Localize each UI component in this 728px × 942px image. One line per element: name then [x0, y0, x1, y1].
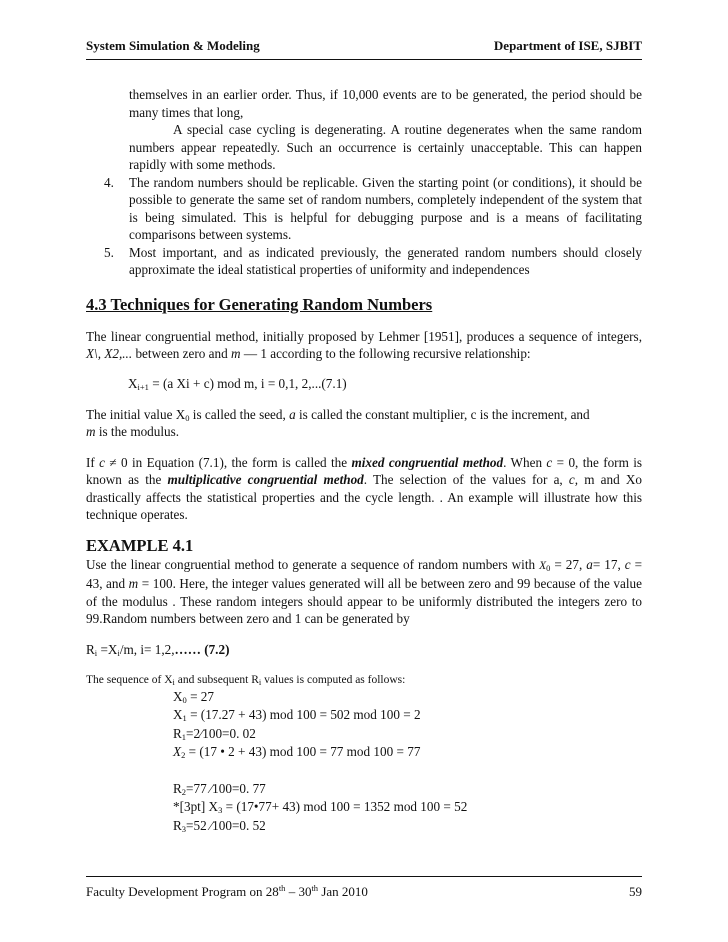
section-heading: 4.3 Techniques for Generating Random Numbers [86, 294, 433, 314]
subscript: i [172, 676, 175, 687]
subscript: i [117, 647, 120, 658]
list-item-text: The random numbers should be replicable. Given the starting point (or conditions), it should be possible to generate the same set of random numbers, completely independent of the system that is being simulated. This is helpful for debugging purpose and is a means of facilitating comparisons between systems. [129, 174, 642, 242]
list-item [86, 174, 642, 244]
text-run: m and Xo drastically affects the statistical properties and the cycle length. . An example will illustrate how this technique operates. [86, 472, 642, 522]
text-run: c, [568, 472, 579, 487]
list-item-number: 5. [104, 244, 114, 260]
example-heading: EXAMPLE 4.1 [86, 535, 194, 555]
text-run: and subsequent R [174, 673, 259, 686]
text-run: is called the constant multiplier, c is the increment, and [295, 406, 590, 422]
equation-7-2 [86, 641, 642, 659]
text-run: ≠ 0 in Equation (7.1), the form is called the [105, 454, 352, 470]
subscript: 3 [218, 805, 223, 815]
text-run: — 1 according to the following recursive relationship: [240, 346, 531, 361]
sequence-intro [86, 672, 642, 688]
text-run: m [128, 576, 139, 591]
text-run: Jan 2010 [318, 884, 368, 899]
text-run: =77 ⁄100=0. 77 [186, 780, 266, 796]
text-run: c [99, 454, 106, 470]
calc-line [173, 688, 642, 707]
section-paragraph-1 [86, 328, 642, 363]
page-body [86, 86, 642, 835]
calc-line [173, 817, 642, 836]
text-run: …… (7.2) [174, 641, 230, 657]
equation-7-1 [128, 375, 642, 393]
text-run: a [289, 406, 296, 422]
text-run: The linear congruential method, initially proposed by Lehmer [1951], produces a sequence of integers, [86, 328, 642, 344]
calculation-block [173, 688, 642, 836]
continuation-paragraph-2: A special case cycling is degenerating. A routine degenerates when the same random numbers appear repeatedly. Such an occurrence is certainly unacceptable. This can happen rapidly with some methods. [129, 122, 642, 172]
text-run: . When [503, 454, 547, 470]
header-rule [86, 59, 642, 60]
text-run: is called the seed, [189, 406, 290, 422]
text-run: between zero and [132, 346, 232, 361]
text-run: X [173, 688, 183, 704]
text-run: – 30 [285, 884, 312, 899]
text-run: . The selection of the values for a, [363, 472, 569, 487]
text-run: =2⁄100=0. 02 [186, 725, 256, 741]
continuation-paragraph-1: themselves in an earlier order. Thus, if 10,000 events are to be generated, the period should be many times that long, [129, 87, 642, 120]
text-run: = 27, [550, 556, 587, 572]
text-run: R [173, 780, 182, 796]
example-paragraph [86, 556, 642, 628]
text-run: = 43, and [86, 556, 643, 591]
text-run: = 27 [186, 688, 214, 704]
text-run: X [128, 375, 138, 391]
footer-program [86, 884, 368, 900]
text-run: X [173, 707, 183, 722]
text-run: multiplicative congruential method [167, 472, 364, 487]
text-run: = (17 • 2 + 43) mod 100 = 77 mod 100 = 77 [185, 744, 421, 759]
text-run: If [86, 454, 100, 470]
subscript: 3 [181, 823, 187, 834]
header-department: Department of ISE, SJBIT [493, 38, 642, 53]
calc-line [173, 780, 642, 799]
text-run: mixed congruential method [351, 454, 504, 470]
subscript: i+1 [137, 381, 149, 392]
text-run: X [173, 744, 182, 759]
subscript: 1 [181, 731, 187, 742]
text-run: m [231, 346, 241, 361]
text-run: R [86, 641, 95, 657]
calc-line [173, 743, 642, 762]
text-run: m [86, 424, 96, 439]
footer-rule [86, 876, 642, 877]
text-run: a [586, 556, 593, 572]
text-run: = 100. Here, the integer values generated will all be between zero and 99 because of the value of the modulus . These random integers should appear to be uniformly distributed the integers zero to 99.Random numbers between zero and 1 can be generated by [86, 576, 642, 626]
page-number: 59 [629, 884, 642, 899]
text-run: X [539, 559, 547, 572]
superscript: th [311, 883, 319, 893]
text-run: /m, i= 1,2, [119, 641, 175, 657]
text-run: The initial value X [86, 406, 186, 422]
section-paragraph-3 [86, 454, 642, 524]
text-run: = (17.27 + 43) mod 100 = 502 mod 100 = 2 [186, 707, 421, 722]
subscript: i [94, 647, 98, 658]
text-run: = 0, the form is known as the [86, 454, 643, 487]
superscript: th [278, 883, 286, 893]
section-paragraph-2 [86, 406, 642, 441]
subscript: 0 [185, 412, 190, 423]
list-item-number: 4. [104, 174, 114, 190]
text-run: =52 ⁄100=0. 52 [186, 817, 266, 833]
list-item-text: Most important, and as indicated previously, the generated random numbers should closely approximate the ideal statistical properties of uniformity and independences [129, 244, 642, 277]
text-run: c [546, 454, 553, 470]
subscript: 2 [181, 750, 186, 760]
list-item [86, 244, 642, 279]
continuation-block [129, 86, 642, 174]
text-run: is the modulus. [95, 424, 180, 439]
header-course-title: System Simulation & Modeling [86, 38, 260, 53]
subscript: 2 [181, 786, 187, 797]
text-run: =X [97, 641, 118, 657]
text-run: *[3pt] X [173, 799, 219, 814]
text-run: = (17•77+ 43) mod 100 = 1352 mod 100 = 52 [222, 799, 468, 814]
text-run: c [624, 556, 631, 572]
subscript: 1 [182, 713, 187, 723]
text-run: Use the linear congruential method to generate a sequence of random numbers with [86, 556, 540, 572]
text-run: The sequence of X [86, 673, 173, 686]
calc-line [173, 798, 642, 817]
text-run: R [173, 725, 182, 741]
subscript: i [258, 676, 262, 687]
calc-line [173, 725, 642, 744]
subscript: 0 [182, 694, 187, 705]
text-run: = (a Xi + c) mod m, i = 0,1, 2,...(7.1) [148, 375, 347, 391]
page-header [86, 38, 642, 58]
calc-line [173, 706, 642, 725]
text-run: values is computed as follows: [261, 673, 406, 686]
text-run: R [173, 817, 182, 833]
text-run: X\, X2,... [86, 346, 133, 361]
text-run: = 17, [592, 556, 625, 572]
text-run: Faculty Development Program on 28 [86, 884, 279, 899]
subscript: 0 [546, 562, 551, 573]
